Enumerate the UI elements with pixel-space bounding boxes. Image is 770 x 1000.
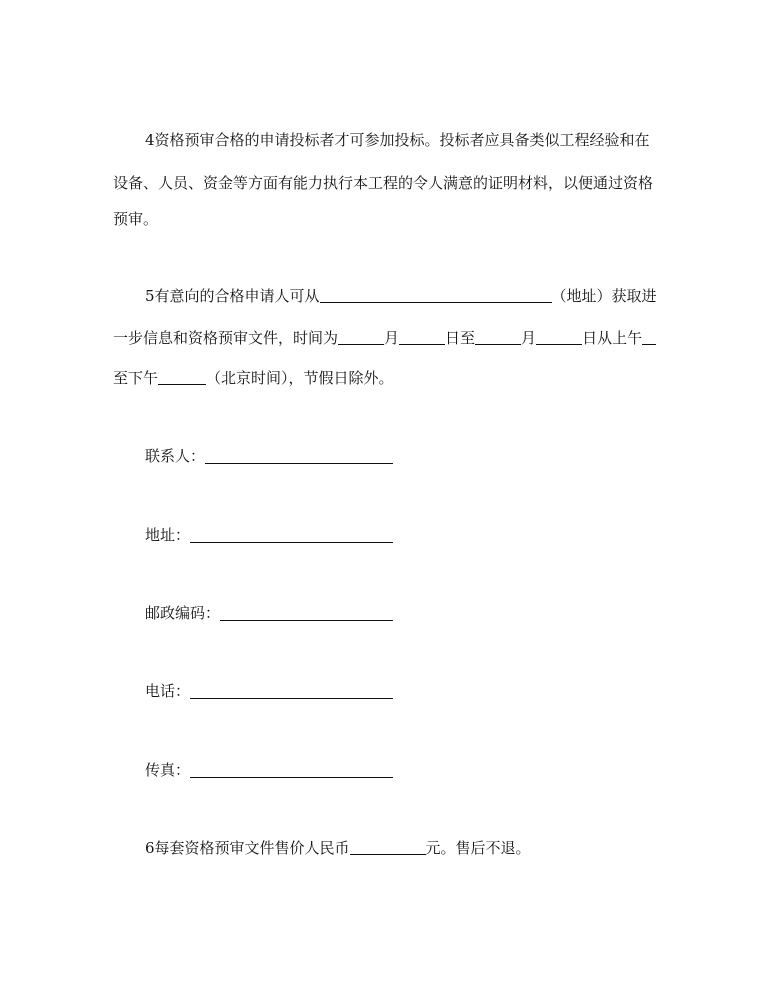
- end-month-blank[interactable]: [475, 329, 521, 345]
- time-intro-text: 一步信息和资格预审文件，时间为: [113, 329, 339, 347]
- address-label: 地址：: [145, 526, 191, 544]
- afternoon-time-blank[interactable]: [158, 369, 206, 385]
- postcode-row: [145, 603, 393, 623]
- contact-person-row: [145, 446, 393, 466]
- morning-time-blank[interactable]: [642, 329, 656, 345]
- section4-line1: 4资格预审合格的申请投标者才可参加投标。投标者应具备类似工程经验和在: [145, 131, 650, 149]
- start-day-blank[interactable]: [399, 329, 445, 345]
- section5-line1: [113, 286, 658, 306]
- contact-person-blank[interactable]: [205, 448, 393, 464]
- month-label: 月: [384, 329, 400, 347]
- postcode-label: 邮政编码：: [145, 604, 221, 622]
- beijing-time-note: （北京时间），节假日除外。: [206, 369, 394, 387]
- section5-line2: [113, 328, 658, 348]
- postcode-blank[interactable]: [220, 605, 393, 621]
- address-blank[interactable]: [320, 287, 552, 303]
- phone-row: [145, 681, 393, 701]
- afternoon-label: 至下午: [113, 369, 159, 387]
- section5-address-suffix: （地址）获取进: [551, 287, 657, 305]
- section6-line1: [113, 838, 658, 858]
- end-day-blank[interactable]: [536, 329, 582, 345]
- fax-row: [145, 760, 393, 780]
- address-row: [145, 525, 393, 545]
- morning-label: 日从上午: [582, 329, 643, 347]
- fax-blank[interactable]: [190, 762, 393, 778]
- phone-blank[interactable]: [190, 683, 393, 699]
- section4-line3: 预审。: [113, 210, 159, 228]
- address-field-blank[interactable]: [190, 527, 393, 543]
- price-blank[interactable]: [350, 839, 426, 855]
- fax-label: 传真：: [145, 761, 191, 779]
- start-month-blank[interactable]: [338, 329, 384, 345]
- section5-intro-text: 5有意向的合格申请人可从: [145, 287, 320, 305]
- price-suffix: 元。售后不退。: [425, 839, 531, 857]
- month-label: 月: [521, 329, 537, 347]
- contact-person-label: 联系人：: [145, 447, 206, 465]
- day-to-label: 日至: [445, 329, 476, 347]
- phone-label: 电话：: [145, 682, 191, 700]
- section5-line3: [113, 368, 658, 388]
- section4-line2: 设备、人员、资金等方面有能力执行本工程的令人满意的证明材料，以便通过资格: [113, 174, 654, 192]
- price-intro-text: 6每套资格预审文件售价人民币: [145, 839, 350, 857]
